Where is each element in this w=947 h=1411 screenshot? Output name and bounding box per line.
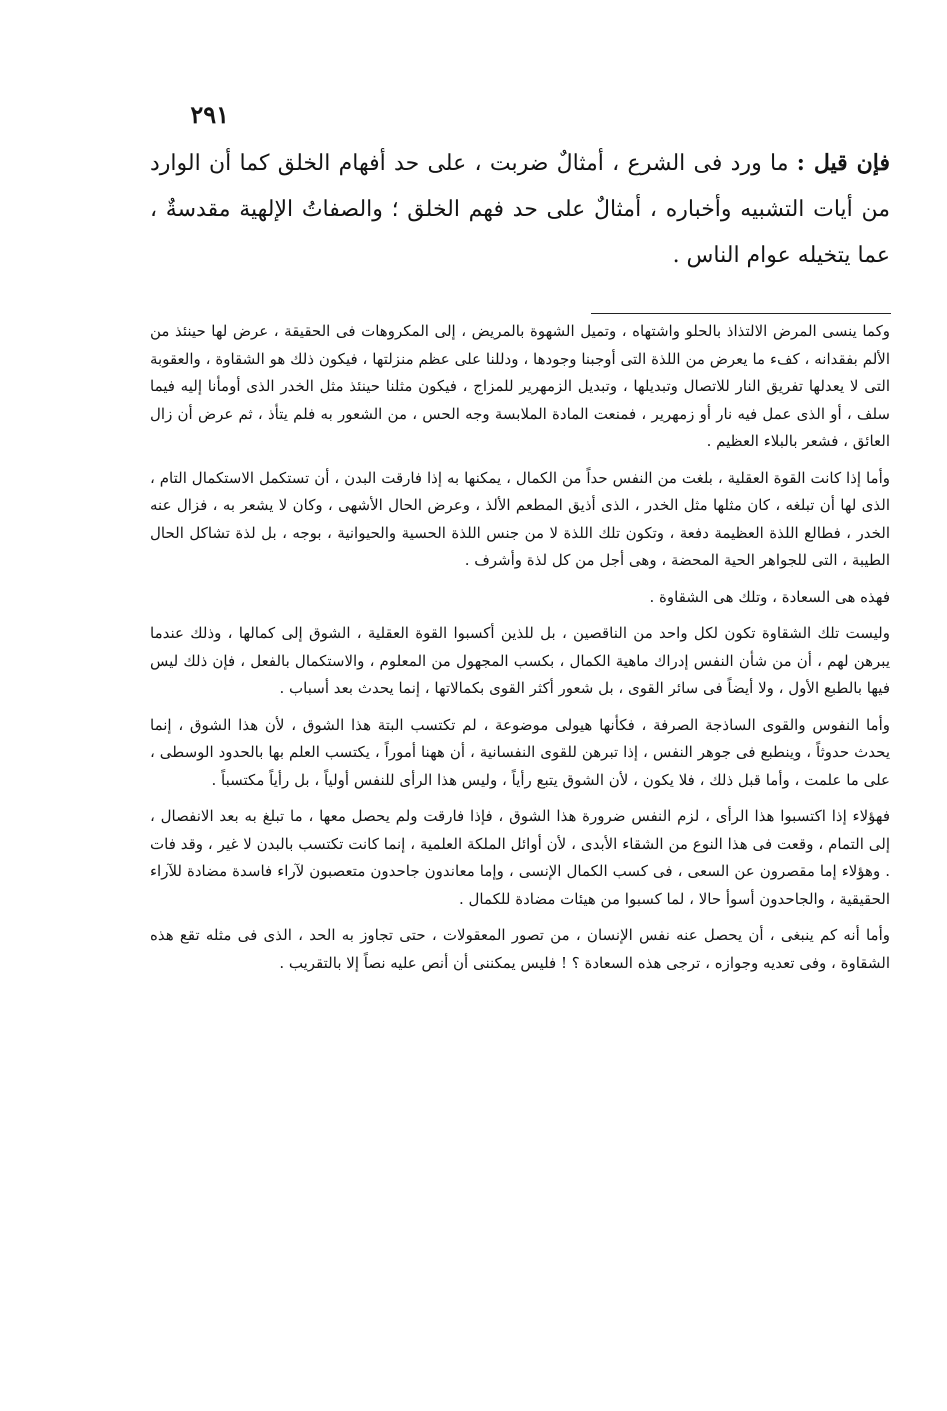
- page-number: ٢٩١: [190, 100, 229, 129]
- main-paragraph: [150, 140, 890, 279]
- lead-phrase: فإن قيل :: [796, 150, 890, 176]
- footnote-paragraph: وأما إذا كانت القوة العقلية ، بلغت من النفس حداً من الكمال ، يمكنها به إذا فارقت البدن ، أن تستكمل الاستكمال التام ، الذى لها أن تبلغه ، كان مثلها مثل الخدر ، الذى أذيق المطعم الألذ ، وعرض الحال الأشهى ، وكان لا يشعر به ، فزال عنه الخدر ، فطالع اللذة العظيمة دفعة ، وتكون تلك اللذة لا من جنس اللذة الحسية والحيوانية ، بوجه ، بل لذة تشاكل الحال الطيبة ، التى للجواهر الحية المحضة ، وهى أجل من كل لذة وأشرف .: [150, 468, 890, 569]
- footnote-paragraph: فهؤلاء إذا اكتسبوا هذا الرأى ، لزم النفس ضرورة هذا الشوق ، فإذا فارقت ولم يحصل معها ، ما تبلغ به بعد الانفصال ، إلى التمام ، وقعت فى هذا النوع من الشقاء الأبدى ، لأن أوائل الملكة العلمية ، إنما كانت تكتسب بالبدن لا غير ، وقد فات . وهؤلاء إما مقصرون عن السعى ، فى كسب الكمال الإنسى ، وإما معاندون جاحدون متعصبون لآراء فاسدة مضادة للآراء الحقيقية ، والجاحدون أسوأ حالا ، لما كسبوا من هيئات مضادة للكمال .: [150, 807, 890, 908]
- footnote-paragraph: وأما أنه كم ينبغى ، أن يحصل عنه نفس الإنسان ، من تصور المعقولات ، حتى تجاوز به الحد ، الذى فى مثله تقع هذه الشقاوة ، وفى تعديه وجوازه ، ترجى هذه السعادة ؟ ! فليس يمكننى أن أنص عليه نصاً إلا بالتقريب .: [150, 926, 890, 972]
- main-paragraph-text: ما ورد فى الشرع ، أمثالٌ ضربت ، على حد أفهام الخلق كما أن الوارد من أيات التشبيه وأخباره ، أمثالٌ على حد فهم الخلق ؛ والصفاتُ الإلهية مقدسةٌ ، عما يتخيله عوام الناس .: [150, 151, 890, 268]
- footnote-paragraph: وليست تلك الشقاوة تكون لكل واحد من الناقصين ، بل للذين أكسبوا القوة العقلية ، الشوق إلى كمالها ، وذلك عندما يبرهن لهم ، أن من شأن النفس إدراك ماهية الكمال ، بكسب المجهول من المعلوم ، والاستكمال بالفعل ، فإن ذلك ليس فيها بالطبع الأول ، ولا أيضاً فى سائر القوى ، بل شعور أكثر القوى بكمالاتها ، إنما يحدث بعد أسباب .: [150, 624, 890, 697]
- footnotes-section: [150, 318, 890, 986]
- footnote-paragraph: فهذه هى السعادة ، وتلك هى الشقاوة .: [649, 587, 890, 606]
- footnote-paragraph: وكما ينسى المرض الالتذاذ بالحلو واشتهاه ، وتميل الشهوة بالمريض ، إلى المكروهات فى الحقيقة ، عرض لها حينئذ من الألم بفقدانه ، كفء ما يعرض من اللذة التى أوجبنا وجودها ، ودللنا على عظم منزلتها ، فيكون ذلك هو الشقاوة ، والعقوبة التى لا يعدلها تفريق النار للاتصال وتبديلها ، وتبديل الزمهرير للمزاج ، فيكون مثلنا حينئذ مثل الخدر الذى أومأنا إليه فيما سلف ، أو الذى عمل فيه نار أو زمهرير ، فمنعت المادة الملابسة وجه الحس ، من الشعور به فلم يتأذ ، ثم عرض أن زال العائق ، فشعر بالبلاء العظيم .: [150, 322, 890, 450]
- footnote-paragraph: وأما النفوس والقوى الساذجة الصرفة ، فكأنها هيولى موضوعة ، لم تكتسب البتة هذا الشوق ، لأن هذا الشوق ، إنما يحدث حدوثاً ، وينطبع فى جوهر النفس ، إذا تبرهن للقوى النفسانية ، أن ههنا أموراً ، يكتسب العلم بها بالحدود الوسطى ، على ما علمت ، وأما قبل ذلك ، فلا يكون ، لأن الشوق يتبع رأياً ، وليس هذا الرأى للنفس أولياً ، بل رأياً مكتسباً .: [150, 715, 890, 789]
- footnote-divider: [591, 313, 891, 314]
